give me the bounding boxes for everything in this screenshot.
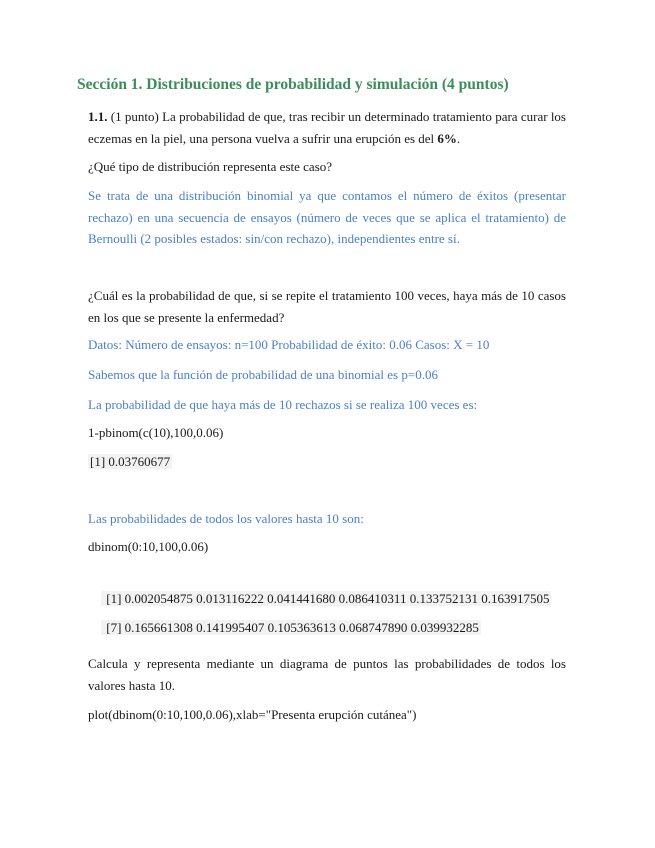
code-dbinom: dbinom(0:10,100,0.06): [88, 539, 209, 554]
output-dbinom-2: [88, 595, 481, 660]
question-2-question: ¿Cuál es la probabilidad de que, si se repite el tratamiento 100 veces, haya más de 10 casos en los que se presente la enfermedad?: [88, 288, 566, 325]
question-number: 1.1.: [88, 109, 108, 124]
question-1-statement: [88, 106, 566, 149]
question-4-question: Calcula y representa mediante un diagrama de puntos las probabilidades de todos los valores hasta 10.: [88, 656, 566, 693]
statement-text: (1 punto) La probabilidad de que, tras recibir un determinado tratamiento para curar los eczemas en la piel, una persona vuelva a sufrir una erupción es del: [88, 109, 566, 146]
probabilities-intro: Las probabilidades de todos los valores hasta 10 son:: [88, 511, 364, 526]
section-title: Sección 1. Distribuciones de probabilidad y simulación (4 puntos): [77, 76, 509, 93]
output-dbinom-1-text: [1] 0.002054875 0.013116222 0.041441680 0.086410311 0.133752131 0.163917505: [103, 590, 550, 606]
function-line: Sabemos que la función de probabilidad de una binomial es p=0.06: [88, 367, 438, 382]
output-dbinom-2-text: [7] 0.165661308 0.141995407 0.105363613 0.068747890 0.039932285: [103, 619, 479, 635]
output-pbinom: [88, 451, 172, 473]
probability-line: La probabilidad de que haya más de 10 rechazos si se realiza 100 veces es:: [88, 397, 478, 412]
question-1-question: ¿Qué tipo de distribución representa este caso?: [88, 159, 333, 174]
code-plot: plot(dbinom(0:10,100,0.06),xlab="Presenta erupción cutánea"): [88, 707, 417, 722]
statement-end: .: [456, 130, 461, 146]
output-pbinom-text: [1] 0.03760677: [90, 454, 171, 469]
data-line: Datos: Número de ensayos: n=100 Probabilidad de éxito: 0.06 Casos: X = 10: [88, 337, 490, 352]
percent-value: 6%: [437, 130, 457, 146]
question-1-answer: Se trata de una distribución binomial ya que contamos el número de éxitos (presentar rechazo) en una secuencia de ensayos (número de veces que se aplica el tratamiento) de Bernoulli (2 posibles estados: sin/con rechazo), independientes entre sí.: [88, 188, 566, 246]
code-pbinom: 1-pbinom(c(10),100,0.06): [88, 425, 224, 440]
